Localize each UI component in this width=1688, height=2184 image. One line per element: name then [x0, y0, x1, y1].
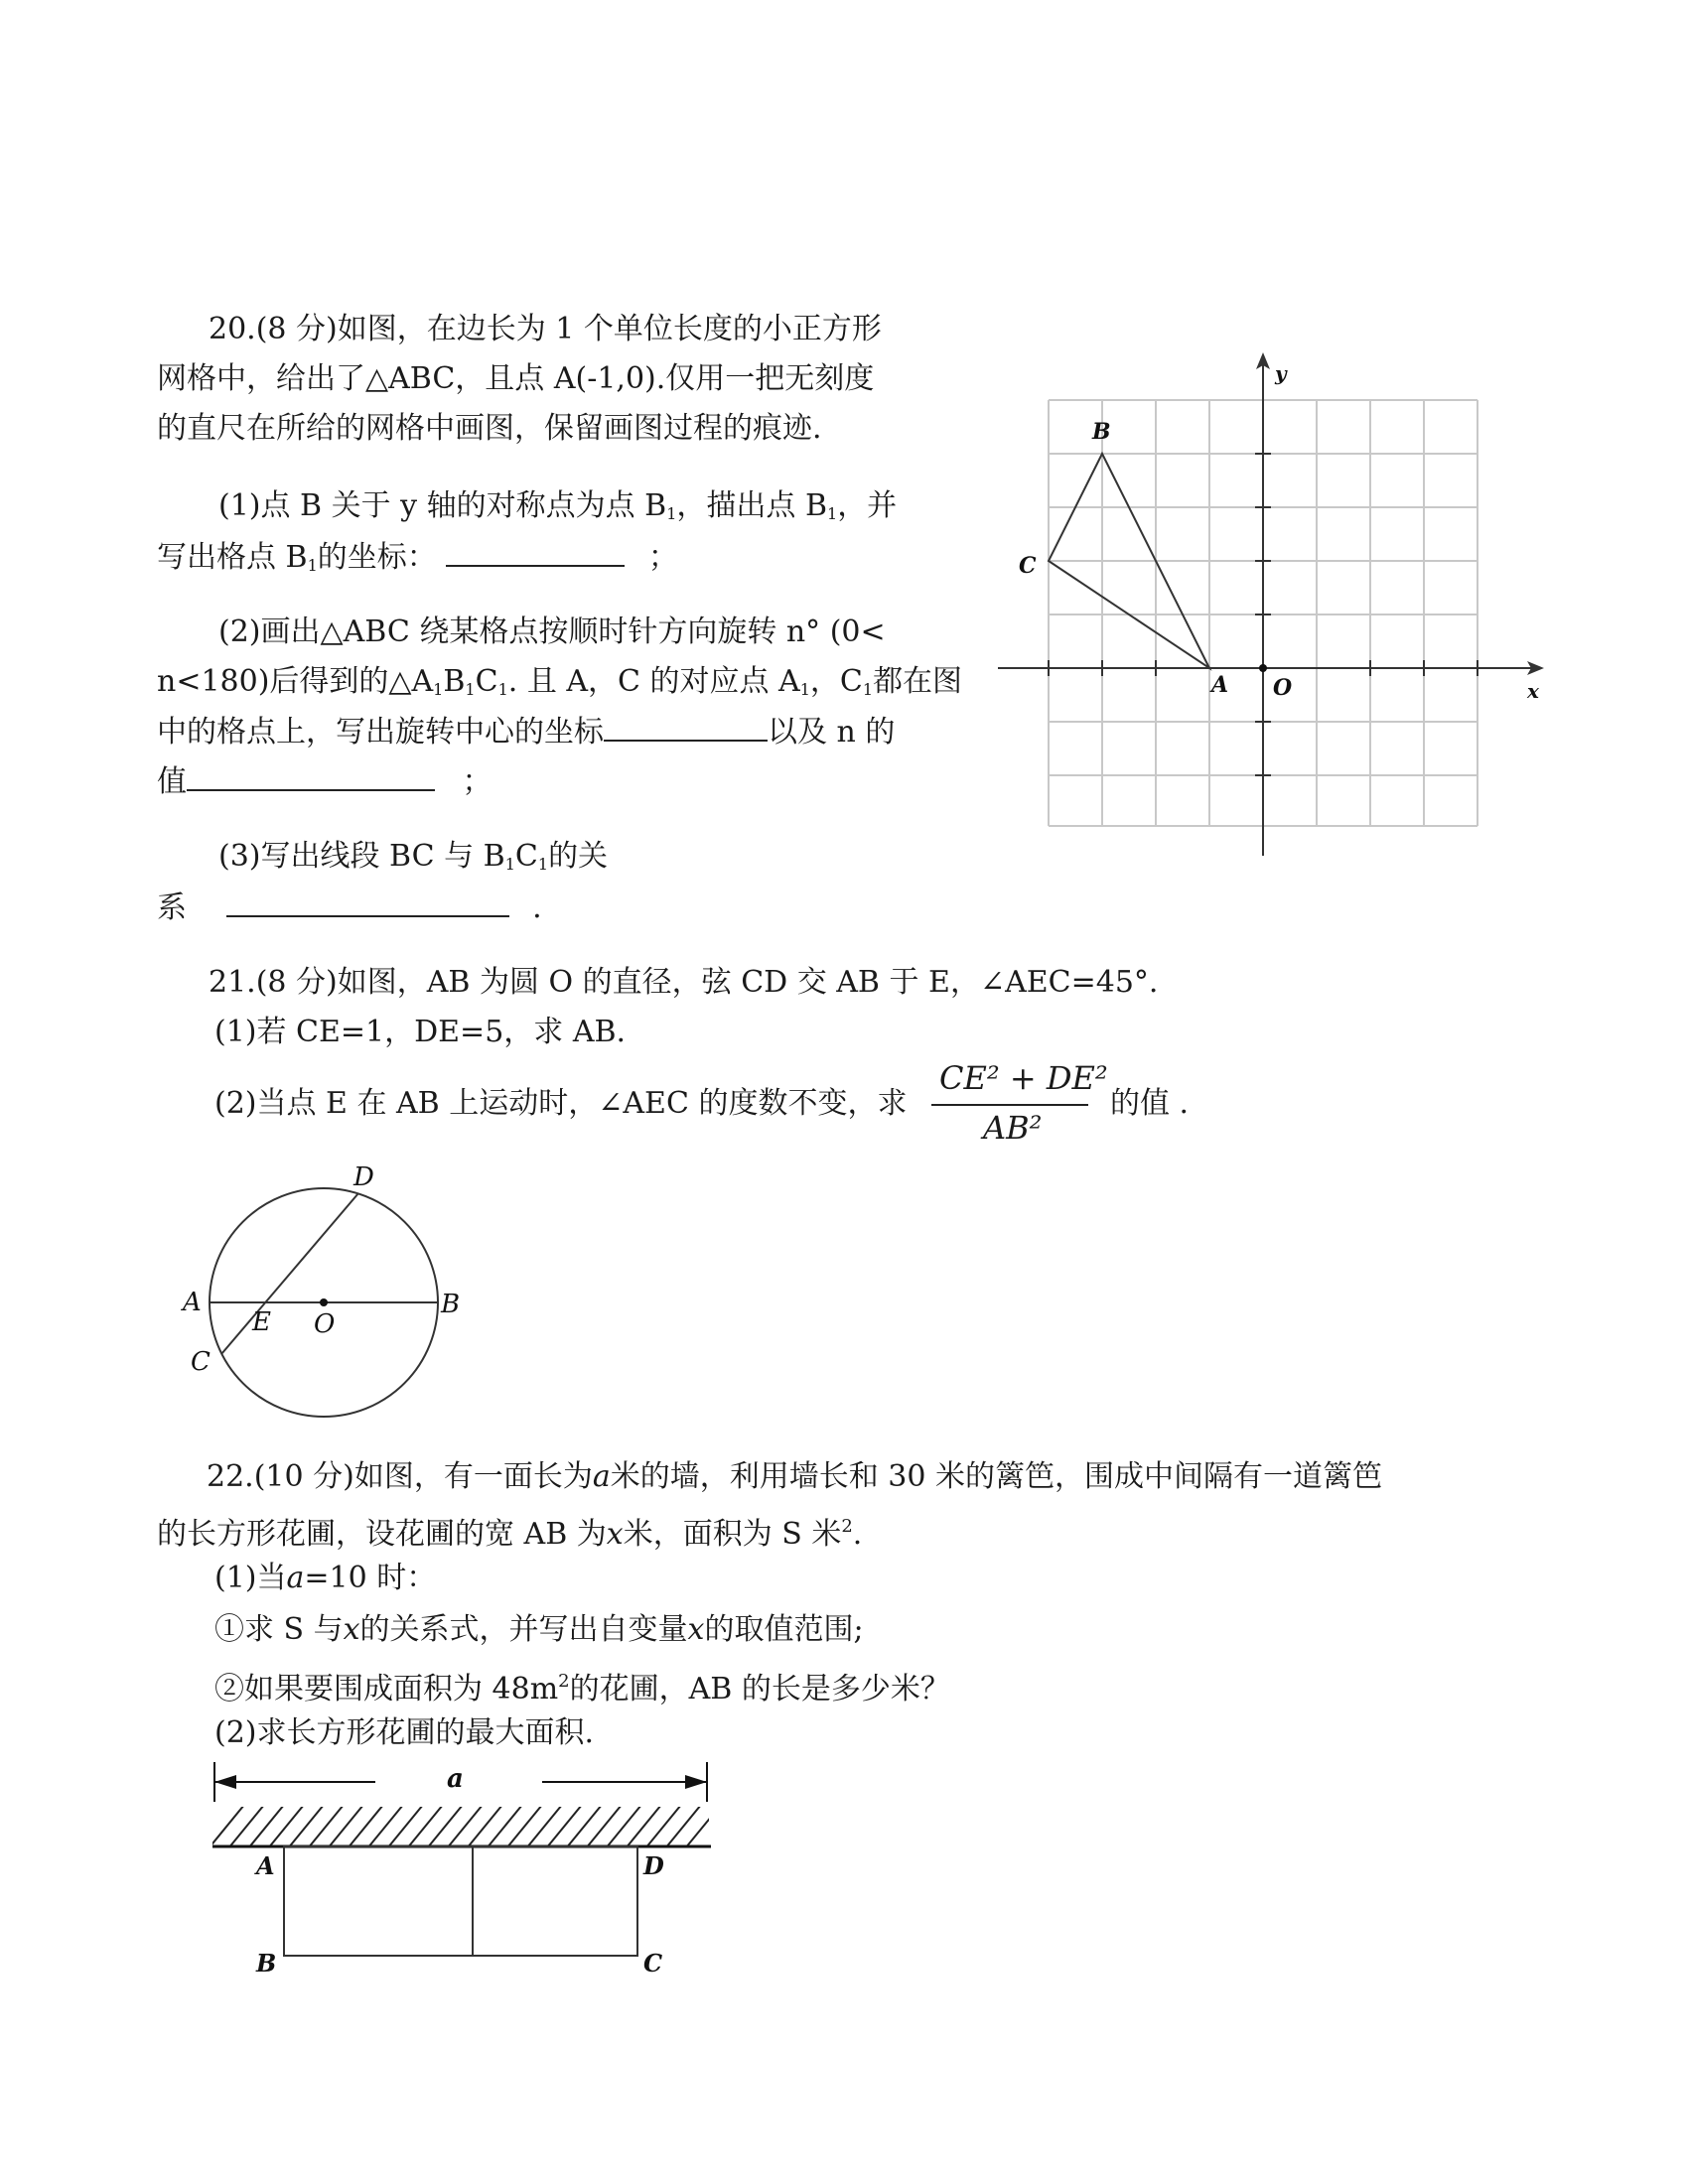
text: (1)点 B 关于 y 轴的对称点为点 B: [218, 488, 667, 523]
text: 系: [157, 890, 187, 925]
q22-line2: [157, 1507, 862, 1555]
var-x: x: [687, 1612, 705, 1647]
q20-part1-line2: [157, 537, 678, 586]
text: ；: [647, 540, 678, 575]
answer-blank-relation[interactable]: [226, 887, 509, 917]
q20-head: 20.(8 分)如图，在边长为 1 个单位长度的小正方形: [209, 312, 882, 346]
point-b-label: B: [441, 1290, 461, 1319]
text: 都在图: [873, 664, 963, 699]
origin-dot: [1259, 664, 1267, 672]
coordinate-grid-figure: [993, 347, 1549, 864]
subscript: 1: [666, 504, 677, 523]
subscript: 1: [504, 855, 515, 874]
text: 米，面积为 S 米: [623, 1517, 842, 1552]
q20-part2-line2: n<180)后得到的$\triangle A_1B_1C_1$. 且 A，C 的对应点 $A_1$，$C_1$都在图: [157, 664, 963, 699]
point-a-label: A: [183, 1288, 202, 1317]
point-c-label: C: [643, 1949, 663, 1978]
point-o-label: O: [314, 1309, 336, 1339]
origin-label: O: [1273, 675, 1293, 701]
answer-blank-b1[interactable]: [446, 537, 625, 567]
subscript: 1: [497, 680, 508, 699]
q22-sub1: [214, 1610, 864, 1650]
answer-blank-center[interactable]: [604, 712, 768, 742]
center-dot: [320, 1298, 328, 1306]
subscript: 1: [433, 680, 444, 699]
text: 的长方形花圃，设花圃的宽 AB 为: [157, 1517, 607, 1552]
text: 的花圃，AB 的长是多少米？: [569, 1672, 950, 1706]
text: (1)当: [214, 1561, 287, 1595]
text: . 且 A，C 的对应点 A: [507, 664, 800, 699]
point-e-label: E: [252, 1307, 271, 1337]
q20-part3-line1: (3)写出线段 BC 与 $B_1C_1$的关: [218, 839, 609, 874]
q22-part2: (2)求长方形花圃的最大面积.: [214, 1715, 595, 1750]
x-axis-label: x: [1527, 679, 1539, 703]
fence-figure: [199, 1752, 735, 1990]
text: 以及 n 的: [768, 715, 896, 750]
arrow-right-icon: [685, 1775, 707, 1789]
q21-head: 21.(8 分)如图，AB 为圆 O 的直径，弦 CD 交 AB 于 E，∠AEC=45°.: [209, 965, 1159, 1000]
length-a-label: a: [447, 1764, 464, 1794]
q21-part2-end: 的值 .: [1110, 1086, 1190, 1121]
q20-part3-line2: [157, 887, 542, 928]
point-d-label: D: [643, 1851, 664, 1880]
text: 中的格点上，写出旋转中心的坐标: [157, 715, 604, 750]
text: ②如果要围成面积为 48m: [214, 1672, 559, 1706]
point-a-label: A: [256, 1851, 275, 1880]
axes: [998, 359, 1537, 856]
q22-part1: [214, 1559, 436, 1598]
var-x: x: [606, 1517, 624, 1552]
fraction-numerator: CE² + DE²: [939, 1059, 1108, 1097]
wall-hatching: [209, 1805, 721, 1848]
circle-figure: [179, 1152, 477, 1430]
text: 值: [157, 764, 187, 799]
superscript: 2: [841, 1516, 853, 1537]
subscript: 1: [799, 680, 810, 699]
q22-head: [207, 1457, 1382, 1497]
var-x: x: [343, 1612, 360, 1647]
point-a-label: A: [1211, 672, 1229, 698]
text: ，并: [837, 488, 898, 523]
text: 写出格点 B: [157, 540, 308, 575]
fraction-bar: [931, 1104, 1088, 1106]
point-b-label: B: [1092, 419, 1111, 445]
text: ，描出点 B: [676, 488, 827, 523]
superscript: 2: [558, 1671, 570, 1692]
point-c-label: C: [1019, 553, 1037, 579]
var-a: a: [286, 1561, 305, 1595]
q20-line2: 网格中，给出了△ABC，且点 A(-1,0).仅用一把无刻度: [157, 361, 875, 396]
chord-cd: [221, 1193, 358, 1354]
q20-part2-line1: (2)画出△ABC 绕某格点按顺时针方向旋转 n° (0<: [218, 614, 886, 649]
text: .: [532, 890, 542, 925]
subscript: 1: [862, 680, 874, 699]
point-b-label: B: [256, 1949, 277, 1978]
point-c-label: C: [191, 1347, 211, 1377]
text: ①求 S 与: [214, 1612, 344, 1647]
fraction-denominator: AB²: [983, 1109, 1043, 1147]
text: .: [852, 1517, 863, 1552]
answer-blank-n[interactable]: [187, 761, 435, 791]
text: 的关: [548, 839, 609, 874]
q21-part1: (1)若 CE=1，DE=5，求 AB.: [214, 1015, 627, 1049]
var-a: a: [592, 1459, 611, 1494]
text: (3)写出线段 BC 与 B: [218, 839, 505, 874]
text: ，C: [809, 664, 863, 699]
q20-part2-line3: [157, 712, 895, 752]
text: n<180)后得到的△A: [157, 664, 434, 699]
text: 米的墙，利用墙长和 30 米的篱笆，围成中间隔有一道篱笆: [610, 1459, 1382, 1494]
arrow-left-icon: [214, 1775, 236, 1789]
text: 22.(10 分)如图，有一面长为: [207, 1459, 593, 1494]
text: =10 时：: [304, 1561, 437, 1595]
q22-sub2: [214, 1662, 950, 1709]
subscript: 1: [307, 556, 318, 575]
text: 的取值范围;: [704, 1612, 864, 1647]
point-d-label: D: [353, 1162, 374, 1192]
subscript: 1: [827, 504, 838, 523]
garden-rectangle: [284, 1846, 637, 1956]
text: 的关系式，并写出自变量: [359, 1612, 688, 1647]
q20-part2-line4: [157, 761, 492, 802]
text: 的坐标：: [317, 540, 437, 575]
q20-line3: 的直尺在所给的网格中画图，保留画图过程的痕迹.: [157, 411, 822, 446]
text: ；: [462, 764, 492, 799]
subscript: 1: [465, 680, 476, 699]
subscript: 1: [537, 855, 549, 874]
q21-part2-text: (2)当点 E 在 AB 上运动时，∠AEC 的度数不变，求: [214, 1086, 908, 1121]
y-axis-label: y: [1275, 361, 1287, 385]
q20-part1-line1: [218, 486, 897, 534]
